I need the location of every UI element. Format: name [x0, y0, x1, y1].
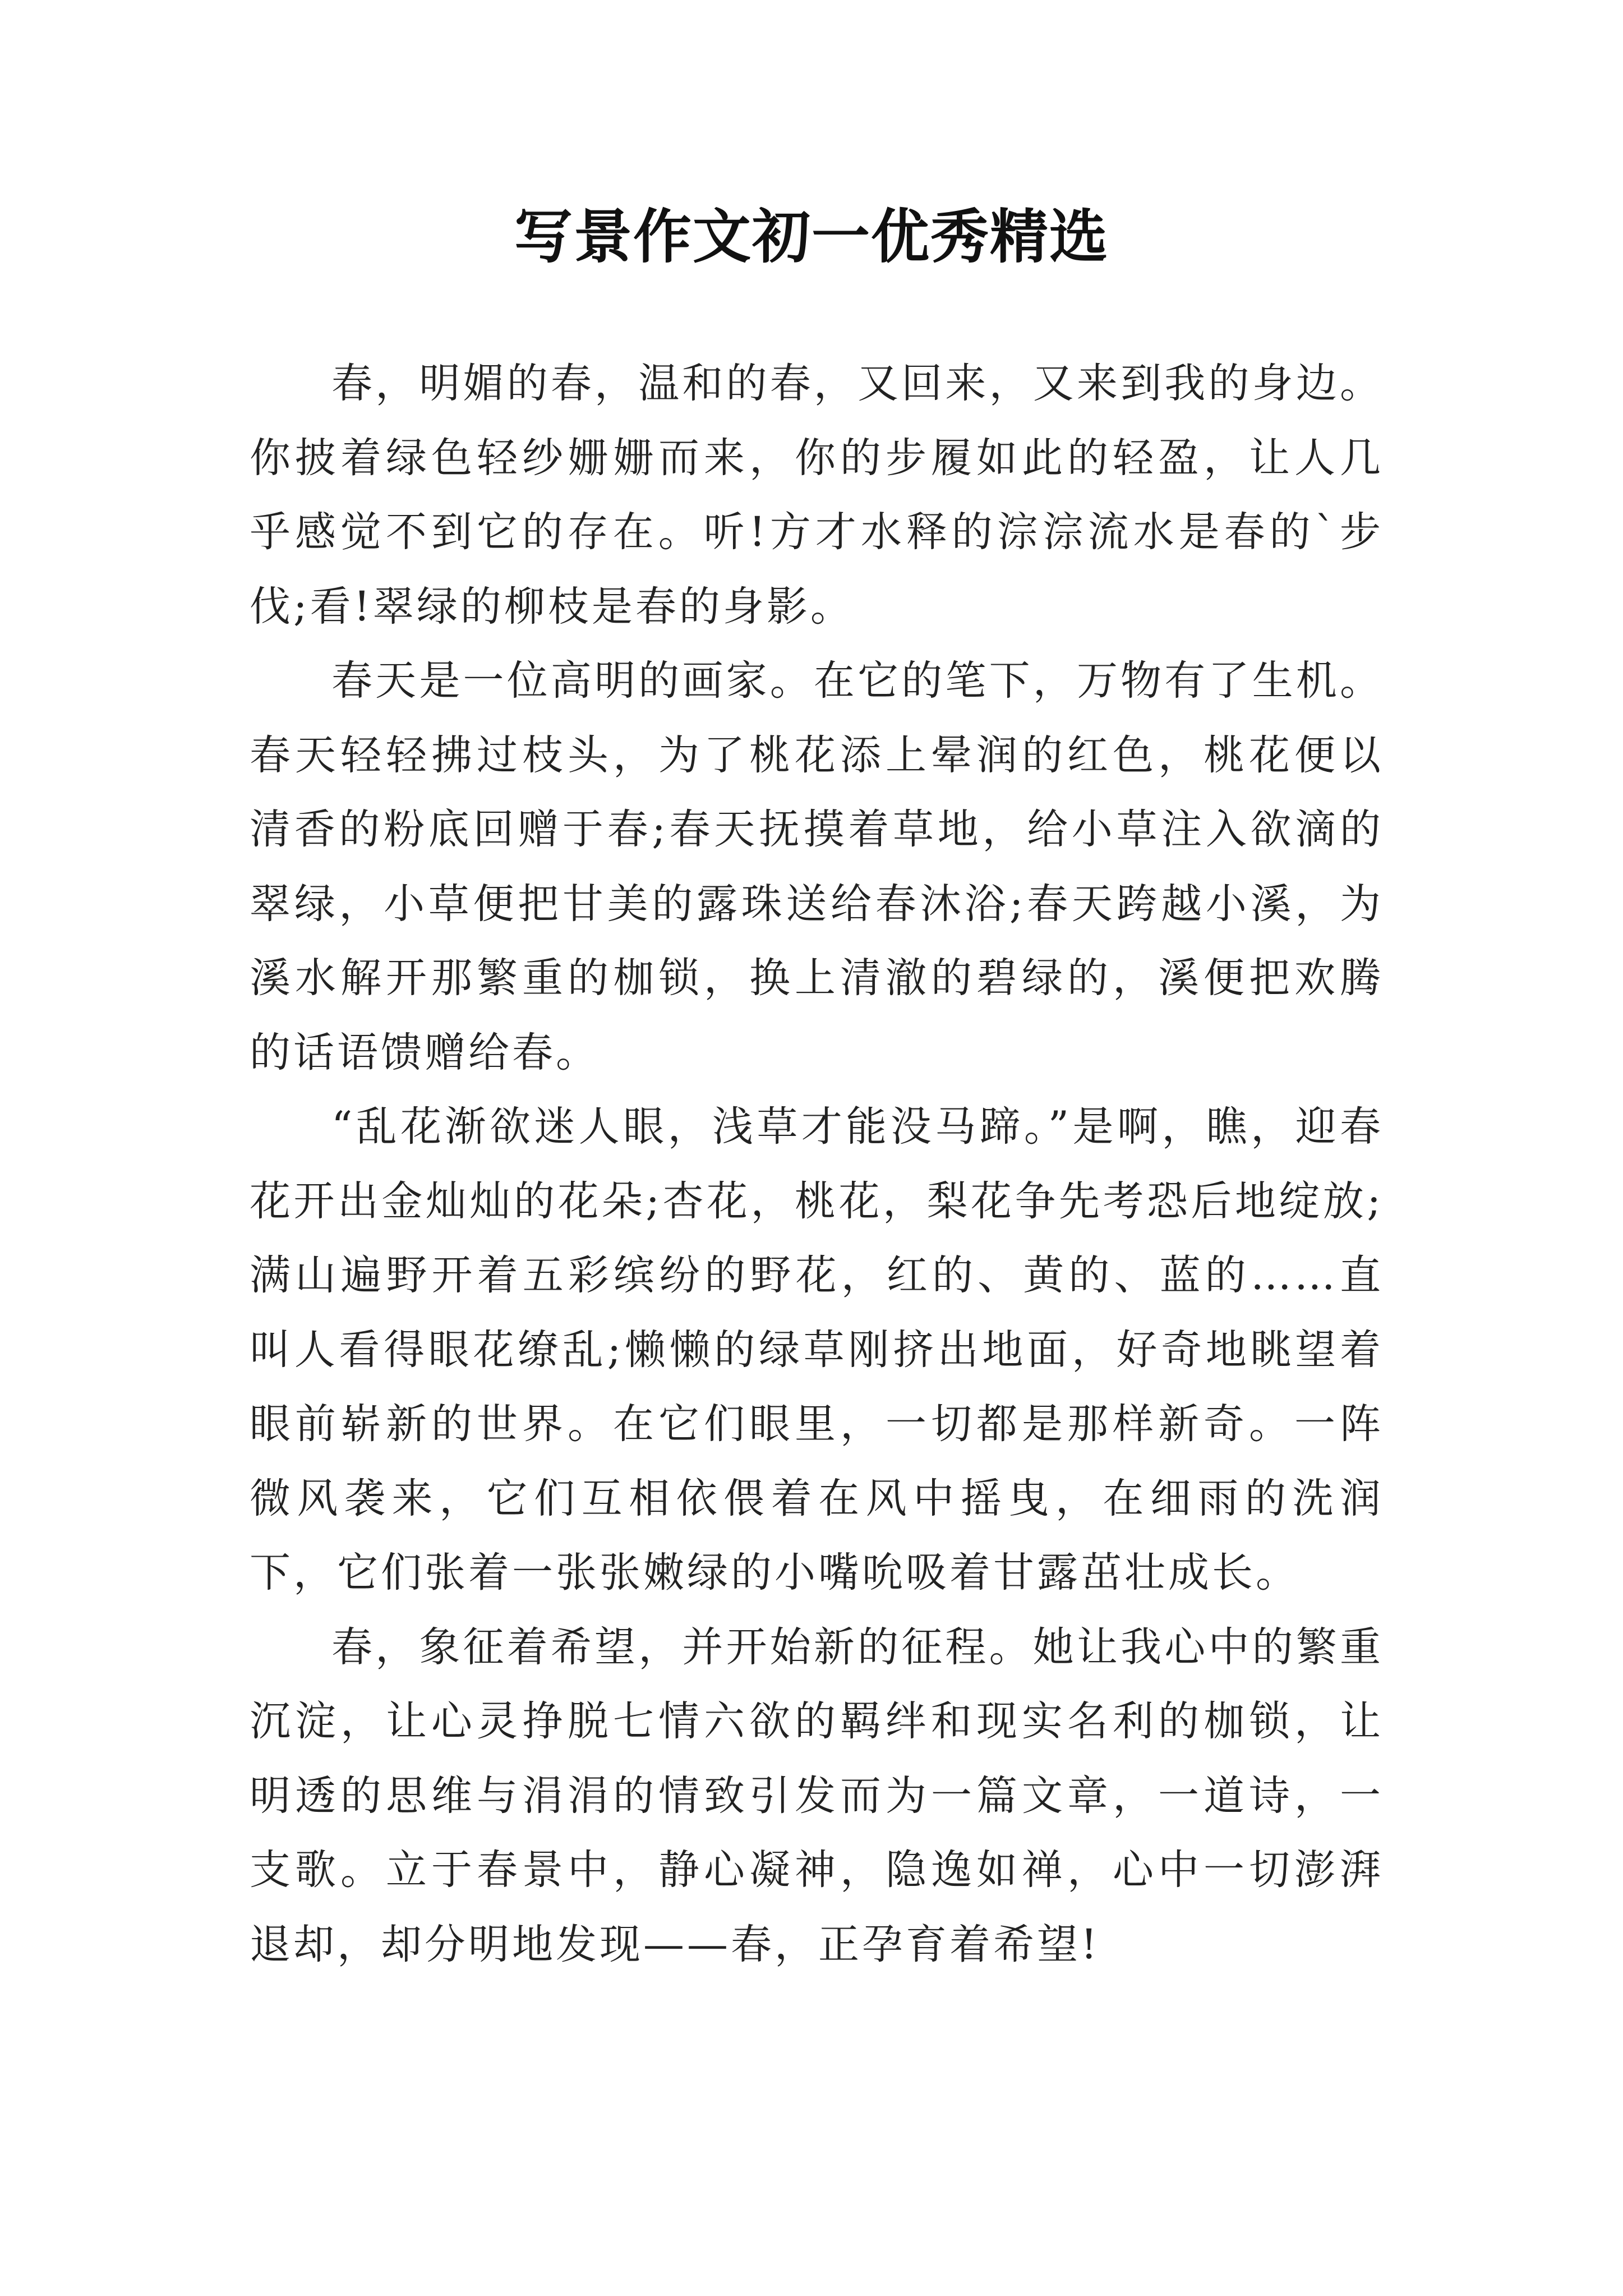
paragraph-3: “乱花渐欲迷人眼，浅草才能没马蹄。”是啊，瞧，迎春花开出金灿灿的花朵;杏花，桃花，梨花争先考恐后地绽放;满山遍野开着五彩缤纷的野花，红的、黄的、蓝的……直叫人看得眼花缭乱;懒懒的绿草刚挤出地面，好奇地眺望着眼前崭新的世界。在它们眼里，一切都是那样新奇。一阵微风袭来，它们互相依偎着在风中摇曳，在细雨的洗润下，它们张着一张张嫩绿的小嘴吮吸着甘露茁壮成长。 — [250, 1103, 1384, 1596]
paragraph-1: 春，明媚的春，温和的春，又回来，又来到我的身边。你披着绿色轻纱姗姗而来，你的步履如此的轻盈，让人几乎感觉不到它的存在。听!方才水释的淙淙流水是春的`步伐;看!翠绿的柳枝是春的身影。 — [250, 360, 1384, 631]
document-title: 写景作文初一优秀精选 — [514, 202, 1109, 271]
document-body — [250, 347, 1384, 1982]
paragraph-4: 春，象征着希望，并开始新的征程。她让我心中的繁重沉淀，让心灵挣脱七情六欲的羁绊和现实名利的枷锁，让明透的思维与涓涓的情致引发而为一篇文章，一道诗，一支歌。立于春景中，静心凝神，隐逸如禅，心中一切澎湃退却，却分明地发现——春，正孕育着希望! — [250, 1623, 1384, 1968]
paragraph-2: 春天是一位高明的画家。在它的笔下，万物有了生机。春天轻轻拂过枝头，为了桃花添上晕润的红色，桃花便以清香的粉底回赠于春;春天抚摸着草地，给小草注入欲滴的翠绿，小草便把甘美的露珠送给春沐浴;春天跨越小溪，为溪水解开那繁重的枷锁，换上清澈的碧绿的，溪便把欢腾的话语馈赠给春。 — [250, 657, 1384, 1076]
